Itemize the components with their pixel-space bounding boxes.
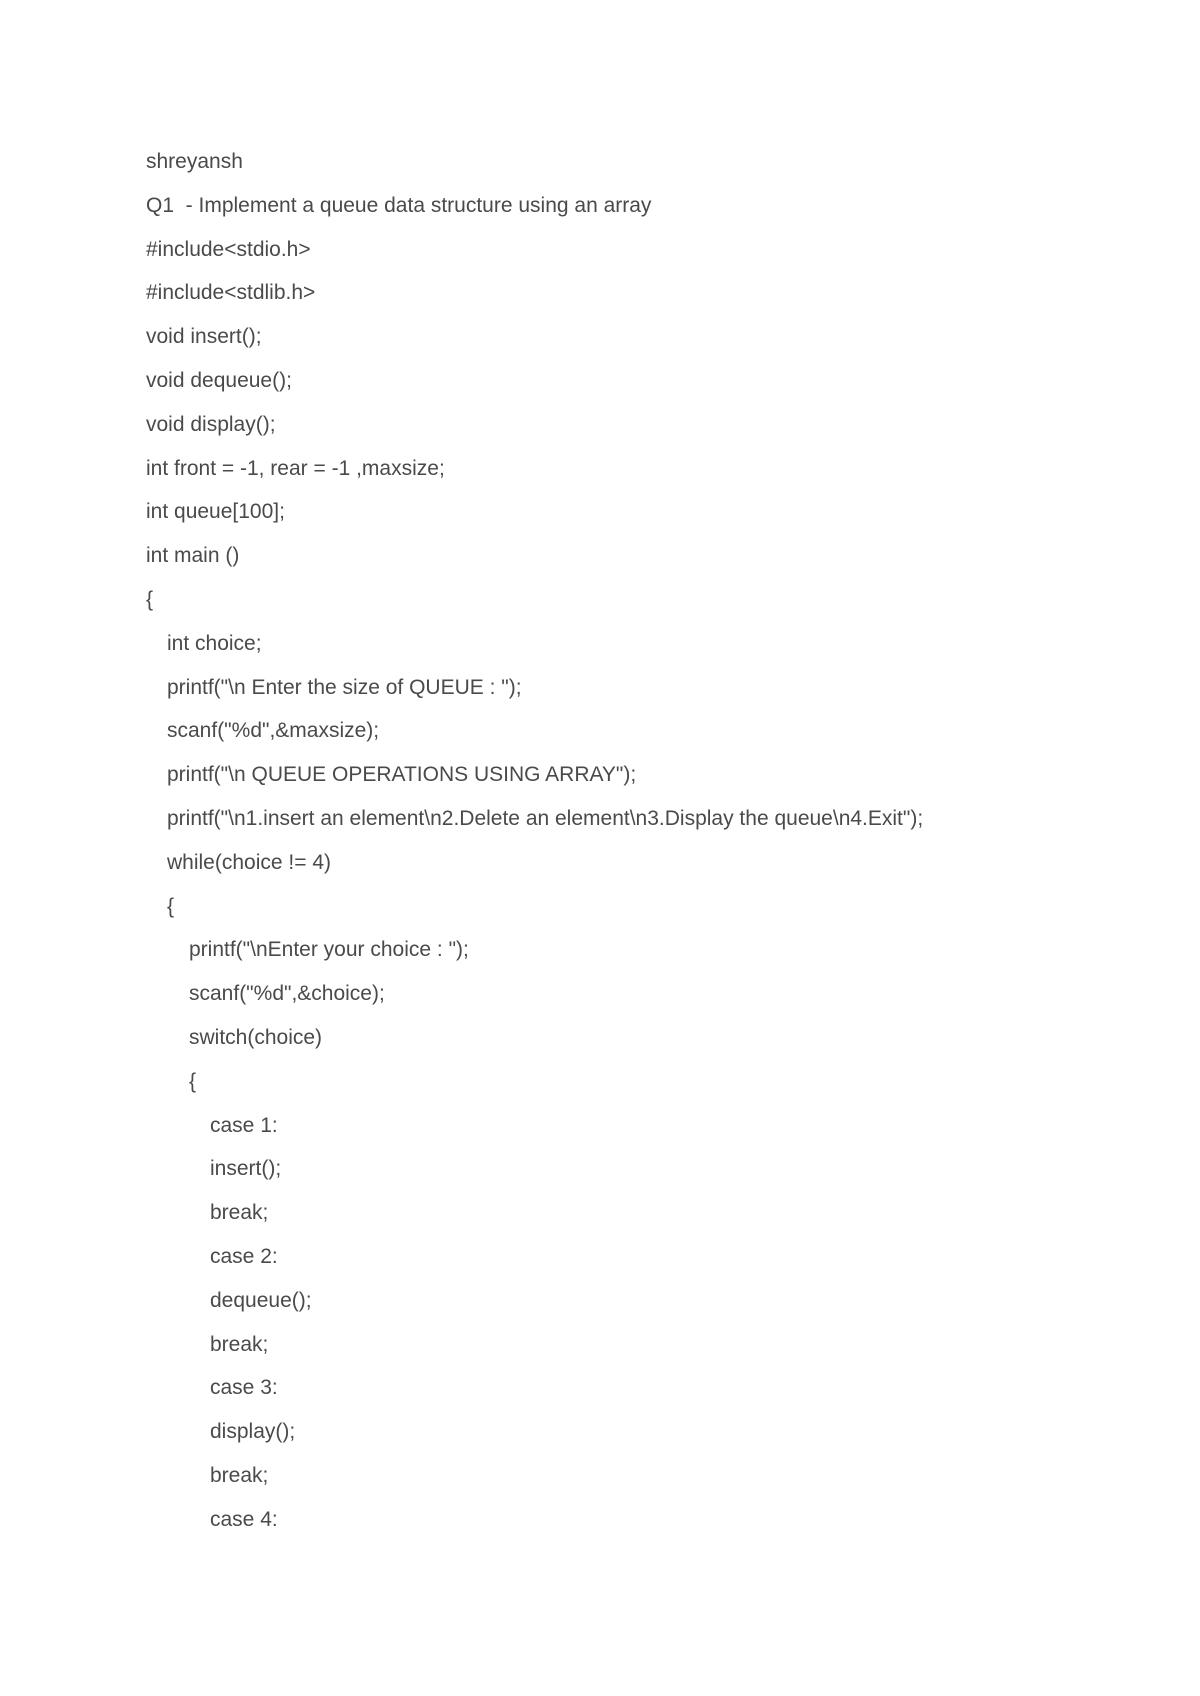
code-line: printf("\n QUEUE OPERATIONS USING ARRAY");: [167, 763, 637, 787]
code-line: void dequeue();: [146, 368, 292, 392]
question-title: Q1 - Implement a queue data structure using an array: [146, 193, 652, 217]
code-line: {: [189, 1069, 197, 1093]
code-line: {: [167, 894, 175, 918]
code-line: break;: [210, 1201, 269, 1225]
code-line: printf("\n Enter the size of QUEUE : ");: [167, 675, 522, 699]
code-line: int front = -1, rear = -1 ,maxsize;: [146, 456, 445, 480]
code-line: void display();: [146, 412, 276, 436]
code-line: dequeue();: [210, 1288, 312, 1312]
code-line: case 2:: [210, 1244, 278, 1268]
code-line: scanf("%d",&choice);: [189, 982, 385, 1006]
document-content: [146, 140, 1126, 1542]
code-line: break;: [210, 1463, 269, 1487]
code-line: insert();: [210, 1157, 282, 1181]
code-line: scanf("%d",&maxsize);: [167, 719, 380, 743]
code-line: case 4:: [210, 1507, 278, 1531]
code-line: void insert();: [146, 325, 262, 349]
code-line: #include<stdlib.h>: [146, 281, 316, 305]
code-block: [146, 228, 1126, 1542]
code-line: #include<stdio.h>: [146, 237, 311, 261]
code-line: case 3:: [210, 1376, 278, 1400]
code-line: switch(choice): [189, 1025, 323, 1049]
code-line: printf("\nEnter your choice : ");: [189, 938, 469, 962]
code-line: display();: [210, 1420, 296, 1444]
code-line: case 1:: [210, 1113, 278, 1137]
code-line: break;: [210, 1332, 269, 1356]
code-line: while(choice != 4): [167, 850, 331, 874]
code-line: {: [146, 587, 154, 611]
code-line: int main (): [146, 544, 240, 568]
code-line: int choice;: [167, 631, 262, 655]
code-line: int queue[100];: [146, 500, 285, 524]
code-line: printf("\n1.insert an element\n2.Delete an element\n3.Display the queue\n4.Exit");: [167, 806, 924, 830]
author-name: shreyansh: [146, 150, 243, 173]
